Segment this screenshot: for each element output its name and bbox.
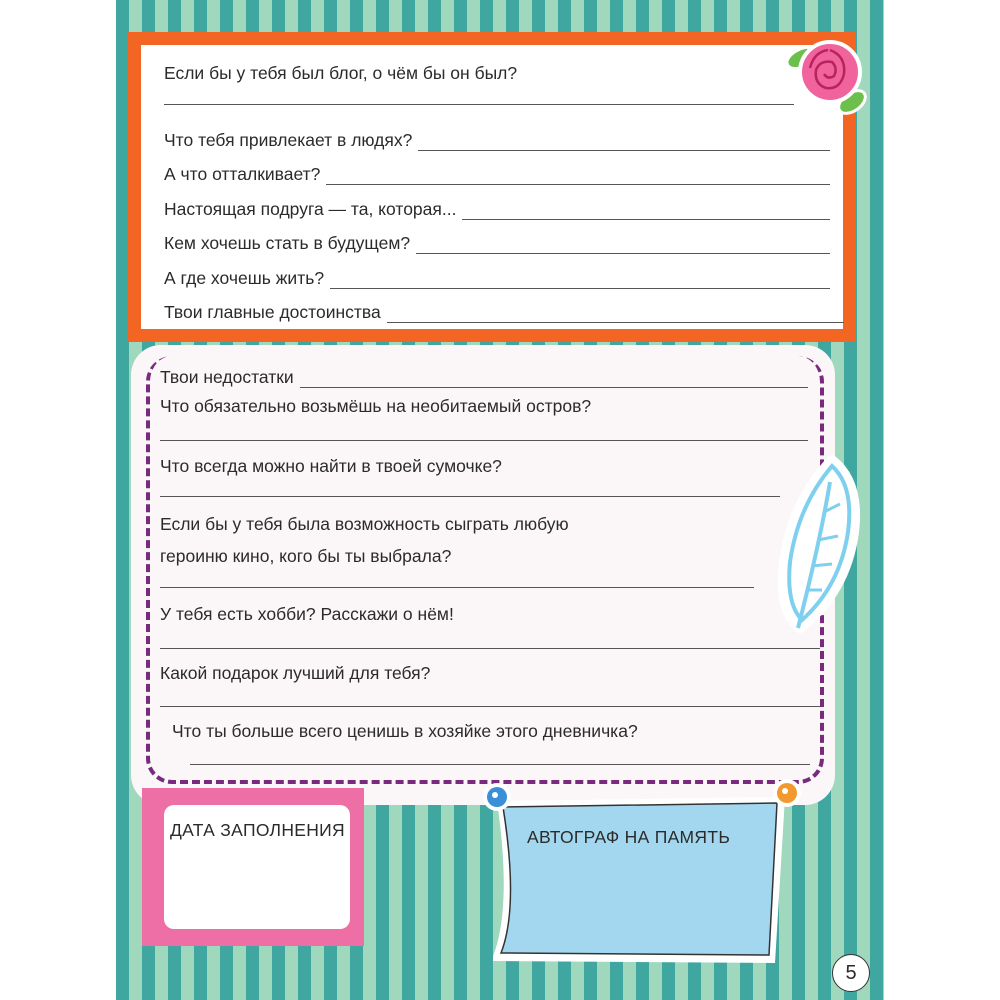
pin-icon xyxy=(770,776,804,810)
question-row-attracts xyxy=(164,129,830,151)
pin-icon xyxy=(480,780,514,814)
question-row-virtues xyxy=(164,301,844,323)
answer-line-island[interactable] xyxy=(160,440,808,441)
autograph-label: АВТОГРАФ НА ПАМЯТЬ xyxy=(527,827,731,847)
answer-line-hobby[interactable] xyxy=(160,648,820,649)
question-movie-1: Если бы у тебя была возможность сыграть любую xyxy=(160,514,569,534)
answer-line-attracts[interactable] xyxy=(418,132,830,151)
answer-line-friend[interactable] xyxy=(462,201,830,220)
autograph-card xyxy=(493,793,795,971)
question-row-repels xyxy=(164,163,830,185)
question-friend: Настоящая подруга — та, которая... xyxy=(164,199,457,219)
answer-line-virtues[interactable] xyxy=(387,304,844,323)
question-row-future xyxy=(164,232,830,254)
question-gift: Какой подарок лучший для тебя? xyxy=(160,663,431,683)
question-future: Кем хочешь стать в будущем? xyxy=(164,233,411,253)
question-movie-2: героиню кино, кого бы ты выбрала? xyxy=(160,546,452,566)
page-number: 5 xyxy=(832,954,870,992)
question-repels: А что отталкивает? xyxy=(164,164,321,184)
answer-line-future[interactable] xyxy=(416,235,830,254)
answer-line-bag[interactable] xyxy=(160,496,780,497)
question-row-friend xyxy=(164,198,830,220)
answer-line-blog[interactable] xyxy=(164,104,794,105)
question-owner: Что ты больше всего ценишь в хозяйке этого дневничка? xyxy=(172,721,638,741)
question-row-flaws xyxy=(160,366,808,388)
answer-line-repels[interactable] xyxy=(326,166,830,185)
answer-line-live[interactable] xyxy=(330,270,830,289)
answer-line-movie[interactable] xyxy=(160,587,754,588)
question-hobby: У тебя есть хобби? Расскажи о нём! xyxy=(160,604,454,624)
question-virtues: Твои главные достоинства xyxy=(164,302,381,322)
question-island: Что обязательно возьмёшь на необитаемый остров? xyxy=(160,396,592,416)
question-live: А где хочешь жить? xyxy=(164,268,325,288)
answer-line-gift[interactable] xyxy=(160,706,820,707)
question-row-live xyxy=(164,267,830,289)
date-label: ДАТА ЗАПОЛНЕНИЯ xyxy=(170,820,345,840)
answer-line-flaws[interactable] xyxy=(300,369,808,388)
question-blog: Если бы у тебя был блог, о чём бы он был? xyxy=(164,63,518,83)
question-attracts: Что тебя привлекает в людях? xyxy=(164,130,413,150)
rose-icon xyxy=(780,22,876,118)
feather-icon xyxy=(770,452,862,642)
question-flaws: Твои недостатки xyxy=(160,367,294,387)
question-bag: Что всегда можно найти в твоей сумочке? xyxy=(160,456,502,476)
answer-line-owner[interactable] xyxy=(190,764,810,765)
